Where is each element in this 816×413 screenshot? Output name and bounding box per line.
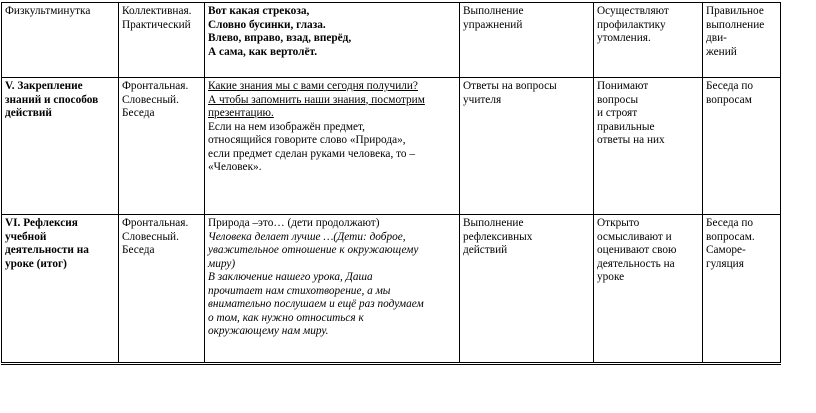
control-line: гуляция (706, 257, 744, 270)
results-line: ответы на них (597, 134, 665, 146)
form-line: Словесный. (122, 93, 179, 106)
content-cell (205, 3, 460, 78)
poem-line: Влево, вправо, взад, вперёд, (208, 32, 352, 44)
content-italic-line: В заключение нашего урока, Даша (208, 271, 373, 283)
results-cell (594, 3, 703, 78)
activity-line: учителя (463, 93, 502, 106)
form-line: Практический (122, 18, 191, 31)
activity-line: рефлексивных (463, 230, 533, 243)
content-link-line: презентацию. (208, 107, 274, 119)
results-cell (594, 78, 703, 215)
content-italic-line: Человека делает лучше …(Дети: доброе, (208, 230, 406, 243)
results-line: осмысливают и (597, 230, 672, 243)
stage-text: Физкультминутка (5, 5, 91, 17)
form-line: Словесный. (122, 230, 179, 243)
content-line: если предмет сделан руками человека, то – (208, 147, 415, 160)
control-line: жений (706, 45, 737, 58)
results-line: утомления. (597, 32, 651, 44)
activity-line: Ответы на вопросы (463, 80, 557, 92)
table-row (2, 78, 781, 215)
content-line: относящийся говорите слово «Природа», (208, 134, 406, 146)
lesson-plan-table (1, 2, 781, 363)
control-line: Беседа по (706, 80, 754, 92)
activity-line: Выполнение (463, 217, 524, 229)
results-line: оценивают свою (597, 244, 677, 256)
table-row (2, 3, 781, 78)
student-activity-cell (460, 215, 594, 363)
content-italic-line: прочитает нам стихотворение, а мы (208, 284, 391, 297)
results-line: и строят (597, 107, 638, 119)
control-line: дви- (706, 32, 727, 44)
stage-text: V. Закрепление знаний и способов действий (5, 80, 99, 119)
form-line: Коллективная. (122, 5, 192, 17)
content-cell (205, 215, 460, 363)
results-line: уроке (597, 271, 625, 283)
content-italic-line: уважительное отношение к окружающему (208, 244, 419, 256)
content-italic-line: внимательно послушаем и ещё раз подумаем (208, 298, 424, 310)
stage-cell (2, 78, 119, 215)
results-line: вопросы (597, 93, 639, 106)
form-line: Фронтальная. (122, 80, 189, 92)
stage-text: VI. Рефлексия учебной деятельности на уроке (итог) (5, 217, 89, 270)
results-line: Открыто (597, 217, 640, 229)
form-cell (119, 3, 205, 78)
results-line: Понимают (597, 80, 649, 92)
control-line: вопросам (706, 93, 752, 106)
content-cell (205, 78, 460, 215)
content-italic-line: о том, как нужно относиться к (208, 311, 364, 324)
results-cell (594, 215, 703, 363)
control-cell (703, 215, 781, 363)
poem-line: А сама, как вертолёт. (208, 45, 318, 58)
activity-line: упражнений (463, 18, 523, 31)
form-cell (119, 215, 205, 363)
content-link-line: Какие знания мы с вами сегодня получили? (208, 80, 418, 92)
results-line: деятельность на (597, 257, 675, 270)
student-activity-cell (460, 78, 594, 215)
stage-cell (2, 215, 119, 363)
poem-line: Вот какая стрекоза, (208, 5, 310, 17)
form-line: Беседа (122, 107, 155, 119)
form-cell (119, 78, 205, 215)
stage-cell (2, 3, 119, 78)
form-line: Беседа (122, 244, 155, 256)
content-italic-line: окружающему нам миру. (208, 325, 329, 337)
form-line: Фронтальная. (122, 217, 189, 229)
poem-line: Словно бусинки, глаза. (208, 18, 326, 31)
activity-line: Выполнение (463, 5, 524, 17)
content-link-line: А чтобы запомнить наши знания, посмотрим (208, 93, 425, 106)
control-line: Беседа по (706, 217, 754, 229)
control-line: Правильное (706, 5, 764, 17)
content-line: «Человек». (208, 161, 262, 173)
control-line: Саморе- (706, 244, 746, 256)
content-line: Если на нем изображён предмет, (208, 120, 365, 133)
content-italic-line: миру) (208, 257, 236, 270)
bottom-divider (1, 364, 781, 365)
results-line: правильные (597, 120, 655, 133)
control-line: вопросам. (706, 230, 755, 243)
control-cell (703, 78, 781, 215)
control-cell (703, 3, 781, 78)
content-line: Природа –это… (дети продолжают) (208, 217, 380, 229)
table-row (2, 215, 781, 363)
results-line: Осуществляют (597, 5, 669, 17)
activity-line: действий (463, 244, 508, 256)
student-activity-cell (460, 3, 594, 78)
control-line: выполнение (706, 18, 765, 31)
results-line: профилактику (597, 18, 666, 31)
